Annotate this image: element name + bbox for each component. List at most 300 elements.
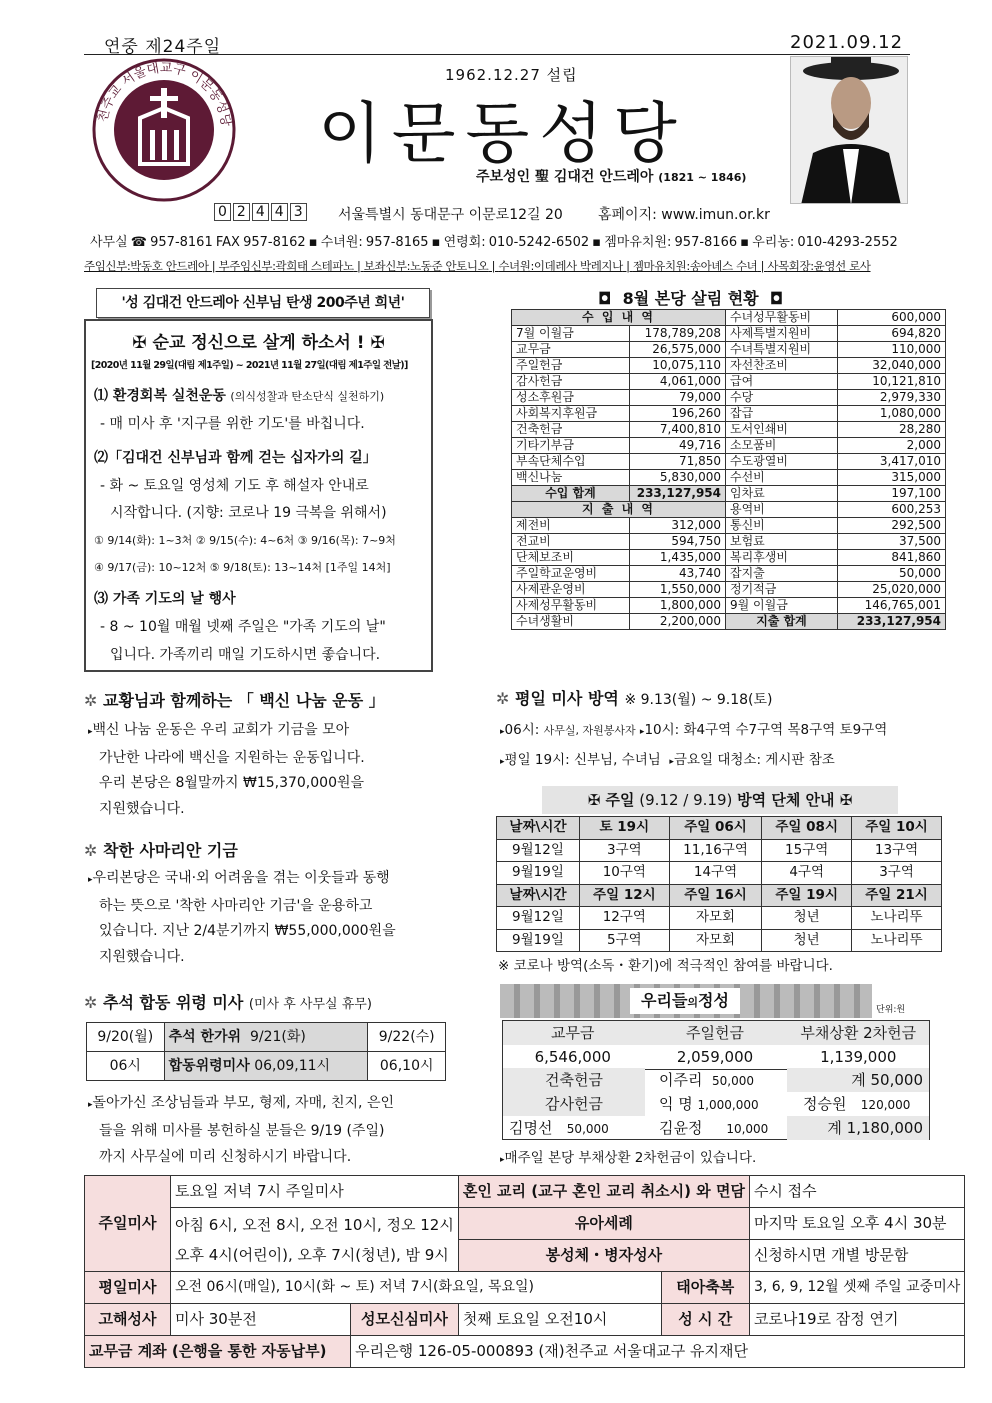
table-cell: 잡급 [726, 406, 838, 422]
label-cell: 성 시 간 [661, 1304, 749, 1336]
table-cell: 43,740 [630, 566, 726, 582]
table-cell: 우리은행 126-05-000893 (재)천주교 서울대교구 유지재단 [351, 1336, 965, 1368]
parish-title: 이문동성당 [318, 95, 687, 172]
sunday-dates: (9.12 / 9.19) [639, 791, 733, 809]
finance-row [512, 566, 946, 582]
table-cell: 196,260 [630, 406, 726, 422]
sunday-note: ※ 코로나 방역(소독・환기)에 적극적인 참여를 바랍니다. [498, 958, 833, 974]
staff-pastor: 주임신부:박동호 안드레아 [84, 259, 209, 273]
finance-row [512, 582, 946, 598]
table-cell: 코로나19로 잠정 연기 [749, 1304, 964, 1336]
label-cell: 고해성사 [85, 1304, 171, 1336]
table-row [503, 1021, 930, 1046]
finance-row [512, 550, 946, 566]
offering-cell [659, 1068, 754, 1093]
offering-cell [509, 1116, 609, 1141]
table-cell: 2,059,000 [676, 1048, 754, 1066]
table-cell: 제전비 [512, 518, 630, 534]
column-header: 주일 19시 [762, 884, 852, 907]
table-cell [164, 1023, 368, 1052]
donor-amount: 50,000 [712, 1074, 755, 1088]
finance-row [512, 390, 946, 406]
table-cell: 자선찬조비 [726, 358, 838, 374]
item3-text: 입니다. 가족끼리 매일 기도하시면 좋습니다. [110, 647, 381, 663]
postal-digit: 4 [252, 203, 269, 221]
table-row [497, 862, 942, 885]
table-cell: 오전 06시(매일), 10시(화 ~ 토) 저녁 7시(화요일, 목요일) [171, 1272, 662, 1304]
contact-line: 사무실 ☎ 957-8161 FAX 957-8162 ▪ 수녀원: 957-8165 ▪ 연령회: 010-5242-6502 ▪ 젬마유치원: 957-8166 ▪ 우리농: 010-4293-2552 [90, 235, 898, 250]
table-cell: 110,000 [838, 342, 946, 358]
column-header: 주일 12시 [579, 884, 669, 907]
table-cell: 06,10시 [368, 1052, 446, 1081]
table-row [497, 884, 942, 907]
table-row [85, 1304, 965, 1336]
offering-cell: 건축헌금 [503, 1068, 645, 1092]
table-row [497, 839, 942, 862]
chuseok-subtitle: (미사 후 사무실 휴무) [248, 997, 372, 1012]
chuseok-heading [84, 990, 372, 1013]
table-cell: 전교비 [512, 534, 630, 550]
label-cell: 성모신심미사 [351, 1304, 459, 1336]
table-cell: 백신나눔 [512, 470, 630, 486]
table-cell: 노나리뚜 [852, 907, 942, 930]
offering-unit: 단위:원 [876, 1005, 906, 1015]
staff-kindergarten: 젬마유치원:송아녜스 수녀 [632, 259, 758, 273]
table-cell: 교무금 [551, 1024, 595, 1042]
weekday-period: ※ 9.13(월) ~ 9.18(토) [624, 692, 773, 708]
sunday-heading [542, 786, 898, 814]
diamond-icon: ◘ [598, 289, 612, 308]
donor-amount: 50,000 [566, 1122, 609, 1136]
contact-funeral: 연령회: 010-5242-6502 [443, 235, 590, 250]
table-cell: 26,575,000 [630, 342, 726, 358]
table-row [497, 929, 942, 952]
table-cell: 71,850 [630, 454, 726, 470]
table-cell: 수입 합계 [512, 486, 630, 502]
column-header: 날짜\시간 [497, 817, 580, 840]
seal-text: 천주교 서울대교구 이문동성당 [95, 60, 234, 128]
sunday-mass-times: 아침 6시, 오전 8시, 오전 10시, 정오 12시 [175, 1215, 454, 1234]
table-cell: 성소후원금 [512, 390, 630, 406]
table-cell: 49,716 [630, 438, 726, 454]
staff-line: 주임신부:박동호 안드레아 | 부주임신부:곽희태 스테파노 | 보좌신부:노동준 안토니오 | 수녀원:이데레사 박레지나 | 젬마유치원:송아녜스 수녀 | 사목회장:윤영선 로사 [84, 259, 871, 273]
vaccine-body [88, 718, 365, 822]
table-cell: 미사 30분전 [171, 1304, 351, 1336]
bullet-icon: ▸ [88, 1100, 93, 1110]
finance-row [512, 342, 946, 358]
weekday-19: 평일 19시: 신부님, 수녀님 [504, 752, 661, 768]
table-cell: 기타기부금 [512, 438, 630, 454]
contact-kindergarten: 젬마유치원: 957-8166 [604, 235, 738, 250]
column-header: 날짜\시간 [497, 884, 580, 907]
finance-row [512, 454, 946, 470]
table-cell: 32,040,000 [838, 358, 946, 374]
finance-row [512, 358, 946, 374]
sunday-table [496, 816, 942, 952]
sunday-title-a: ✠ 주일 [587, 791, 635, 809]
table-cell: 2,200,000 [630, 614, 726, 630]
chuseok-line: 들을 위해 미사를 봉헌하실 분들은 9/19 (주일) [99, 1123, 385, 1139]
offering-title [630, 988, 740, 1014]
samaritan-heading [84, 838, 238, 861]
table-cell: 600,253 [838, 502, 946, 518]
postal-digit: 3 [290, 203, 307, 221]
sunday-mass-times: 오후 4시(어린이), 오후 7시(청년), 밤 9시 [175, 1245, 449, 1264]
founded-date: 1962.12.27 설립 [445, 66, 578, 84]
table-cell: 사회복지후원금 [512, 406, 630, 422]
weekday-line-2 [500, 748, 835, 768]
table-cell [171, 1208, 459, 1272]
table-cell: 신청하시면 개별 방문함 [749, 1240, 964, 1272]
table-cell: 9월12일 [497, 907, 580, 930]
offering-table [502, 1020, 930, 1070]
finance-row [512, 614, 946, 630]
table-cell: 수시 접수 [749, 1176, 964, 1208]
postal-code [214, 204, 307, 220]
finance-row [512, 374, 946, 390]
table-cell: 3구역 [579, 839, 669, 862]
table-cell: 10,121,810 [838, 374, 946, 390]
label-cell: 교무금 계좌 (은행을 통한 자동납부) [85, 1336, 351, 1368]
bullet-icon: ▸ [669, 757, 674, 767]
item3-text: - 8 ~ 10월 매월 넷째 주일은 "가족 기도의 날" [100, 619, 386, 635]
label-cell: 유아세례 [458, 1208, 749, 1240]
label-cell: 태아축복 [661, 1272, 749, 1304]
homepage-link[interactable]: 홈페이지: www.imun.or.kr [598, 207, 770, 223]
bullet-icon: ▸ [500, 757, 505, 767]
table-cell: 수녀성무활동비 [726, 310, 838, 326]
table-cell: 잡지출 [726, 566, 838, 582]
table-cell: 6,546,000 [534, 1048, 611, 1066]
finance-row [512, 598, 946, 614]
finance-row [512, 326, 946, 342]
offering-cell [803, 1092, 910, 1117]
weekday-title: 평일 미사 방역 [514, 689, 619, 708]
table-cell: 2,000 [838, 438, 946, 454]
offering-cell [659, 1116, 768, 1141]
table-row [85, 1176, 965, 1208]
table-cell: 수녀생활비 [512, 614, 630, 630]
offering-total: 계 50,000 [787, 1068, 929, 1092]
donor-amount: 10,000 [726, 1122, 769, 1136]
table-cell: 06시 [87, 1052, 165, 1081]
table-cell: 청년 [762, 929, 852, 952]
table-cell: 주일헌금 [686, 1024, 744, 1042]
bullet-icon: ▸ [500, 1155, 505, 1165]
weekday-10-groups: 10시: 화4구역 수7구역 목8구역 토9구역 [644, 722, 888, 738]
offering-title-b: 의 [687, 996, 699, 1009]
finance-row [512, 518, 946, 534]
sparkle-icon: ✲ [496, 689, 510, 708]
table-cell: 10구역 [579, 862, 669, 885]
patron-years: (1821 ~ 1846) [658, 171, 747, 184]
table-cell: 9월19일 [497, 862, 580, 885]
table-cell: 소모품비 [726, 438, 838, 454]
parish-seal-logo [92, 58, 236, 202]
chuseok-holiday-date: 9/21(화) [249, 1029, 306, 1045]
header-rule [84, 54, 910, 55]
table-cell: 233,127,954 [630, 486, 726, 502]
patron-label: 주보성인 聖 김대건 안드레아 [476, 169, 654, 185]
table-cell: 복리후생비 [726, 550, 838, 566]
table-cell: 수 입 내 역 [512, 310, 726, 326]
item2-schedule: ④ 9/17(금): 10~12처 ⑤ 9/18(토): 13~14처 [1주일 14처] [94, 561, 391, 574]
column-header: 주일 21시 [852, 884, 942, 907]
table-cell: 594,750 [630, 534, 726, 550]
table-cell: 10,075,110 [630, 358, 726, 374]
table-cell: 토요일 저녁 7시 주일미사 [171, 1176, 459, 1208]
contact-farm: 우리농: 010-4293-2552 [752, 235, 898, 250]
item1-note: (의식성찰과 탄소단식 실천하기) [230, 390, 385, 403]
finance-title [598, 286, 783, 309]
column-header: 주일 06시 [669, 817, 762, 840]
offering-title-a: 우리들 [641, 991, 688, 1010]
diamond-icon: ◘ [769, 289, 784, 308]
schedule-table [84, 1175, 965, 1368]
table-cell: 수도광열비 [726, 454, 838, 470]
finance-table [511, 309, 946, 630]
table-cell: 단체보조비 [512, 550, 630, 566]
donor-name: 익 명 [659, 1095, 693, 1113]
samaritan-body [88, 866, 396, 970]
finance-row [512, 438, 946, 454]
table-cell: 9/20(월) [87, 1023, 165, 1052]
table-cell: 주일헌금 [512, 358, 630, 374]
offering-note-text: 매주일 본당 부채상환 2차헌금이 있습니다. [504, 1150, 757, 1166]
item1-heading [94, 385, 423, 405]
table-cell: 부채상환 2차헌금 [800, 1024, 917, 1042]
item1-text: - 매 미사 후 '지구를 위한 기도'를 바칩니다. [100, 416, 365, 432]
table-cell: 28,280 [838, 422, 946, 438]
chuseok-table [86, 1022, 446, 1081]
chuseok-body [88, 1090, 394, 1170]
item2-title: ⑵「김대건 신부님과 함께 걷는 십자가의 길」 [94, 450, 377, 466]
table-cell: 도서인쇄비 [726, 422, 838, 438]
table-cell: 9월 이월금 [726, 598, 838, 614]
table-cell: 841,860 [838, 550, 946, 566]
address: 서울특별시 동대문구 이문로12길 20 [338, 207, 563, 223]
table-cell: 25,020,000 [838, 582, 946, 598]
table-cell: 4,061,000 [630, 374, 726, 390]
samaritan-line: 있습니다. 지난 2/4분기까지 ₩55,000,000원을 [99, 923, 396, 939]
offering-cell [659, 1092, 759, 1117]
season-label: 연중 제24주일 [104, 37, 222, 57]
table-cell: 1,080,000 [838, 406, 946, 422]
chuseok-memorial-times: 06,09,11시 [254, 1058, 331, 1074]
chuseok-line: 돌아가신 조상님들과 부모, 형제, 자매, 친지, 은인 [92, 1095, 394, 1111]
label-cell: 평일미사 [85, 1272, 171, 1304]
table-cell: 주일학교운영비 [512, 566, 630, 582]
item3-title: ⑶ 가족 기도의 날 행사 [94, 591, 236, 607]
finance-row [512, 486, 946, 502]
table-cell: 임차료 [726, 486, 838, 502]
table-cell: 지출 합계 [726, 614, 838, 630]
vaccine-heading [84, 688, 385, 711]
saint-portrait [790, 56, 908, 204]
postal-digit: 2 [233, 203, 250, 221]
bullet-icon: ▸ [639, 727, 645, 737]
column-header: 토 19시 [579, 817, 669, 840]
column-header: 주일 16시 [669, 884, 762, 907]
offering-title-c: 정성 [698, 991, 729, 1010]
label-cell: 주일미사 [85, 1176, 171, 1272]
finance-row [512, 310, 946, 326]
body-line [88, 1090, 394, 1118]
staff-associate: 부주임신부:곽희태 스테파노 [218, 259, 354, 273]
table-cell: 3구역 [852, 862, 942, 885]
donor-amount: 120,000 [860, 1098, 911, 1112]
table-row [85, 1272, 965, 1304]
finance-row [512, 534, 946, 550]
weekday-06-label: 06시: [504, 722, 540, 738]
table-cell: 15구역 [762, 839, 852, 862]
friday-cleaning: 금요일 대청소: 게시판 참조 [673, 752, 835, 768]
weekday-heading [496, 686, 773, 709]
table-cell: 5,830,000 [630, 470, 726, 486]
table-cell: 233,127,954 [838, 614, 946, 630]
vaccine-line: 백신 나눔 운동은 우리 교회가 기금을 모아 [92, 722, 350, 738]
weekday-06-groups: 사무실, 자원봉사자 [543, 724, 636, 737]
table-cell: 9/22(수) [368, 1023, 446, 1052]
vaccine-line: 지원했습니다. [99, 800, 185, 817]
table-cell: 수녀특별지원비 [726, 342, 838, 358]
bullet-icon: ▸ [500, 727, 505, 737]
table-cell: 자모회 [669, 929, 762, 952]
table-cell: 50,000 [838, 566, 946, 582]
table-cell: 1,435,000 [630, 550, 726, 566]
table-row [87, 1052, 446, 1081]
issue-date: 2021.09.12 [790, 32, 904, 53]
table-cell: 1,550,000 [630, 582, 726, 598]
samaritan-line: 하는 뜻으로 '착한 사마리안 기금'을 운용하고 [99, 897, 373, 914]
table-cell: 감사헌금 [512, 374, 630, 390]
table-cell: 11,16구역 [669, 839, 762, 862]
column-header: 주일 08시 [762, 817, 852, 840]
samaritan-title: 착한 사마리안 기금 [102, 841, 238, 860]
samaritan-line: 우리본당은 국내·외 어려움을 겪는 이웃들과 동행 [92, 870, 390, 886]
table-cell: 3,417,010 [838, 454, 946, 470]
table-cell: 79,000 [630, 390, 726, 406]
vaccine-title: 교황님과 함께하는 「 백신 나눔 운동 」 [102, 691, 385, 710]
table-cell: 292,500 [838, 518, 946, 534]
jubilee-box [84, 319, 433, 672]
table-cell: 312,000 [630, 518, 726, 534]
table-cell: 마지막 토요일 오후 4시 30분 [749, 1208, 964, 1240]
table-row [85, 1208, 965, 1240]
table-cell: 용역비 [726, 502, 838, 518]
table-cell: 9월12일 [497, 839, 580, 862]
table-cell: 교무금 [512, 342, 630, 358]
table-cell: 4구역 [762, 862, 852, 885]
item1-title: ⑴ 환경회복 실천운동 [94, 388, 226, 404]
table-cell: 정기적금 [726, 582, 838, 598]
chuseok-line: 까지 사무실에 미리 신청하시기 바랍니다. [99, 1149, 352, 1165]
table-cell [164, 1052, 368, 1081]
jubilee-banner: '성 김대건 안드레아 신부님 탄생 200주년 희년' [96, 288, 430, 318]
staff-assistant: 보좌신부:노동준 안토니오 [363, 259, 489, 273]
table-cell: 1,139,000 [820, 1048, 897, 1066]
table-cell: 14구역 [669, 862, 762, 885]
body-line [88, 866, 396, 894]
label-cell: 봉성체・병자성사 [458, 1240, 749, 1272]
staff-convent: 수녀원:이데레사 박레지나 [498, 259, 623, 273]
bullet-icon: ▸ [88, 875, 93, 885]
table-cell: 사제관운영비 [512, 582, 630, 598]
table-cell: 3, 6, 9, 12월 셋째 주일 교중미사 [749, 1272, 964, 1304]
body-line [88, 718, 365, 746]
table-cell: 수선비 [726, 470, 838, 486]
bullet-icon: ▸ [88, 727, 93, 737]
table-row [85, 1336, 965, 1368]
finance-row [512, 502, 946, 518]
contact-office: 사무실 ☎ 957-8161 FAX 957-8162 [90, 235, 306, 250]
finance-row [512, 406, 946, 422]
item2-text: 시작합니다. (지향: 코로나 19 극복을 위해서) [110, 505, 387, 521]
contact-convent: 수녀원: 957-8165 [320, 235, 429, 250]
table-cell: 5구역 [579, 929, 669, 952]
finance-title-text: 8월 본당 살림 현황 [622, 289, 759, 308]
chuseok-holiday: 추석 한가위 [168, 1029, 242, 1045]
table-cell: 청년 [762, 907, 852, 930]
patron-saint [476, 166, 746, 186]
offering-rows [502, 1068, 930, 1140]
table-cell: 2,979,330 [838, 390, 946, 406]
table-cell: 197,100 [838, 486, 946, 502]
finance-row [512, 422, 946, 438]
table-cell: 수당 [726, 390, 838, 406]
postal-digit: 0 [214, 203, 231, 221]
table-cell: 12구역 [579, 907, 669, 930]
table-cell: 9월19일 [497, 929, 580, 952]
samaritan-line: 지원했습니다. [99, 948, 185, 965]
table-cell: 지 출 내 역 [512, 502, 726, 518]
table-cell: 급여 [726, 374, 838, 390]
table-cell: 315,000 [838, 470, 946, 486]
donor-name: 이주리 [659, 1071, 703, 1089]
vaccine-line: 우리 본당은 8월말까지 ₩15,370,000원을 [99, 775, 365, 791]
sparkle-icon: ✲ [84, 993, 98, 1012]
table-row [497, 817, 942, 840]
table-cell: 7월 이월금 [512, 326, 630, 342]
table-row [87, 1023, 446, 1052]
table-cell: 건축헌금 [512, 422, 630, 438]
chuseok-memorial: 합동위령미사 [168, 1058, 250, 1074]
table-cell: 첫째 토요일 오전10시 [458, 1304, 661, 1336]
table-cell: 13구역 [852, 839, 942, 862]
table-cell: 7,400,810 [630, 422, 726, 438]
table-cell: 1,800,000 [630, 598, 726, 614]
table-cell: 보험료 [726, 534, 838, 550]
donor-name: 김명선 [509, 1119, 553, 1137]
table-row [497, 907, 942, 930]
table-cell: 사제특별지원비 [726, 326, 838, 342]
donor-name: 김윤정 [659, 1119, 703, 1137]
donor-name: 정승원 [803, 1095, 847, 1113]
postal-digit: 4 [271, 203, 288, 221]
table-cell: 600,000 [838, 310, 946, 326]
table-cell: 노나리뚜 [852, 929, 942, 952]
table-cell: 통신비 [726, 518, 838, 534]
item2-text: - 화 ~ 토요일 영성체 기도 후 해설자 안내로 [100, 478, 369, 494]
table-cell: 178,789,208 [630, 326, 726, 342]
table-cell: 146,765,001 [838, 598, 946, 614]
sparkle-icon: ✲ [84, 841, 98, 860]
weekday-line-1 [500, 718, 887, 738]
offering-cell: 감사헌금 [503, 1092, 645, 1116]
offering-total: 계 1,180,000 [787, 1116, 929, 1140]
table-cell: 자모회 [669, 907, 762, 930]
column-header: 주일 10시 [852, 817, 942, 840]
